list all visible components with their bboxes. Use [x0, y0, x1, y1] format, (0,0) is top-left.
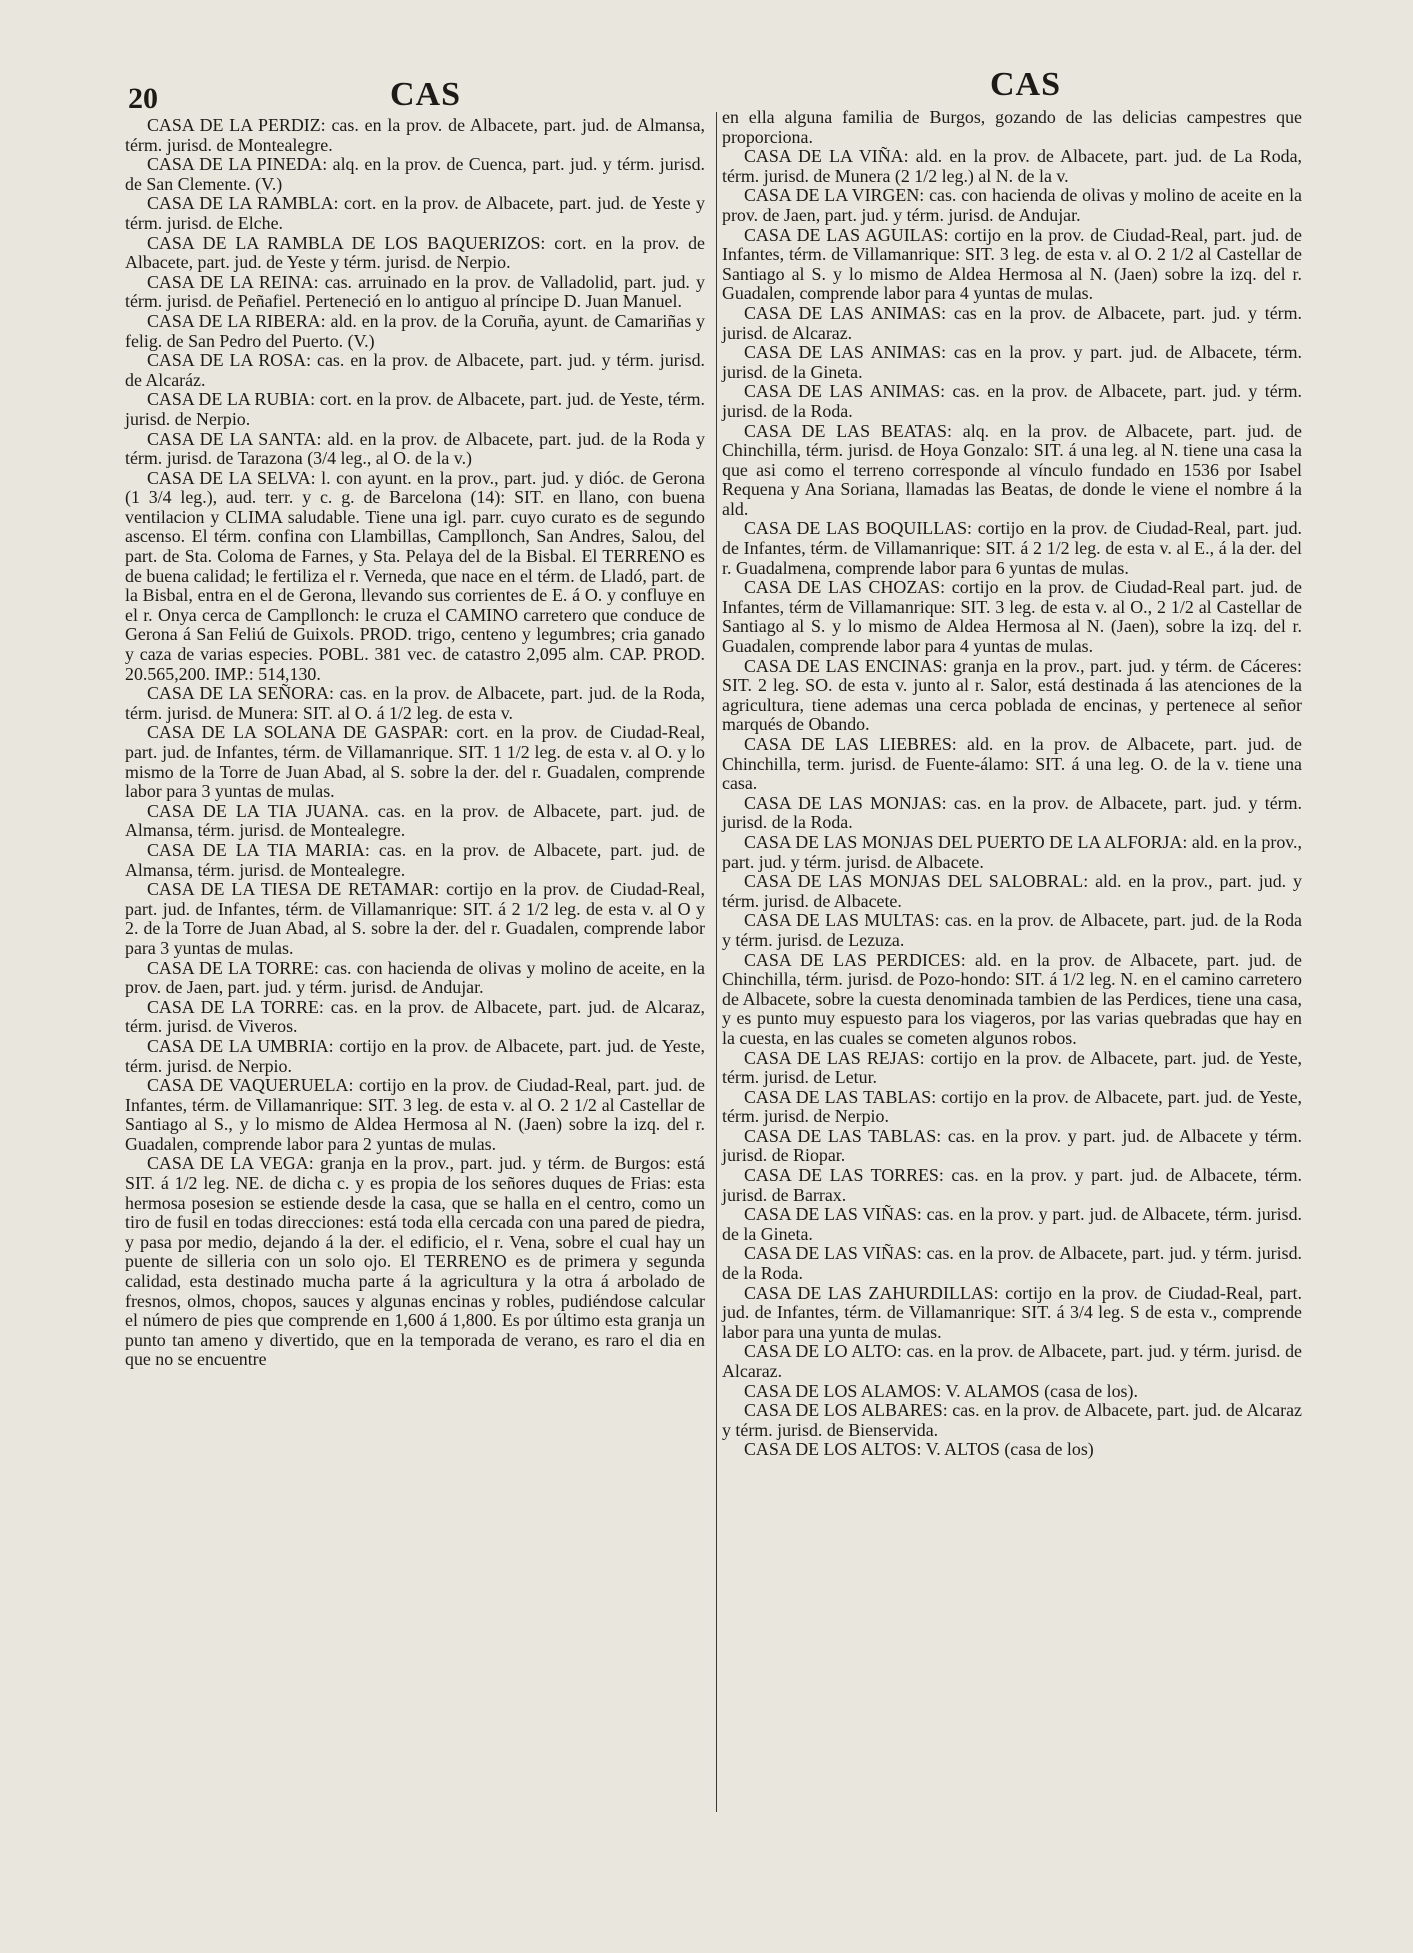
entry: CASA DE LAS VIÑAS: cas. en la prov. y part. jud. de Albacete, térm. jurisd. de la Gineta.	[722, 1204, 1302, 1244]
entry: CASA DE LA RAMBLA DE LOS BAQUERIZOS: cort. en la prov. de Albacete, part. jud. de Yeste y térm. jurisd. de Nerpio.	[125, 232, 705, 273]
entry: CASA DE LA RUBIA: cort. en la prov. de Albacete, part. jud. de Yeste, térm. jurisd. de Nerpio.	[125, 389, 705, 429]
entry: CASA DE LAS MONJAS DEL SALOBRAL: ald. en la prov., part. jud. y térm. jurisd. de Albacete.	[722, 871, 1302, 911]
entry: CASA DE LAS VIÑAS: cas. en la prov. de Albacete, part. jud. y térm. jurisd. de la Roda.	[722, 1243, 1302, 1284]
entry: CASA DE LOS ALBARES: cas. en la prov. de Albacete, part. jud. de Alcaraz y térm. jurisd. de Bienservida.	[722, 1400, 1302, 1440]
entry: CASA DE LAS ENCINAS: granja en la prov., part. jud. y térm. de Cáceres: SIT. 2 leg. SO. de esta v. junto al r. Salor, está destinada á las atenciones de la agricultura, tiene ademas una cerca poblada de encinas, y pertenece al señor marqués de Obando.	[722, 655, 1302, 735]
entry: CASA DE LAS ZAHURDILLAS: cortijo en la prov. de Ciudad-Real, part. jud. de Infantes, térm. de Villamanrique: SIT. á 3/4 leg. S de esta v., comprende labor para una yunta de mulas.	[722, 1282, 1302, 1342]
entry: CASA DE LAS TABLAS: cas. en la prov. y part. jud. de Albacete y térm. jurisd. de Riopar.	[722, 1125, 1302, 1166]
page-number: 20	[128, 82, 158, 115]
entry: CASA DE LA VEGA: granja en la prov., part. jud. y térm. de Burgos: está SIT. á 1/2 leg. NE. de dicha c. y es propia de los señores duques de Frias: esta hermosa posesion se estiende desde la casa, que se halla en el centro, como un tiro de fusil en todas direcciones: está toda ella cercada con una pared de piedra, y pasa por medio, dejando á la der. el edificio, el r. Vena, sobre el cual hay un puente de silleria con un solo ojo. El TERRENO es de primera y segunda calidad, esta destinado mucha parte á la agricultura y la otra á arbolado de fresnos, olmos, chopos, sauces y algunas encinas y robles, pudiéndose calcular el número de pies que comprende en 1,600 á 1,800. Es por último esta granja un punto tan ameno y divertido, que en la temporada de verano, es raro el dia en que no se encuentre	[125, 1153, 705, 1370]
entry: CASA DE LA SEÑORA: cas. en la prov. de Albacete, part. jud. de la Roda, térm. jurisd. de Munera: SIT. al O. á 1/2 leg. de esta v.	[125, 683, 705, 723]
entry: CASA DE LA TIA MARIA: cas. en la prov. de Albacete, part. jud. de Almansa, térm. jurisd. de Montealegre.	[125, 839, 705, 880]
left-column-heading: CAS	[390, 76, 462, 113]
entry: CASA DE LAS TABLAS: cortijo en la prov. de Albacete, part. jud. de Yeste, térm. jurisd. de Nerpio.	[722, 1086, 1302, 1127]
entry: CASA DE LA SELVA: l. con ayunt. en la prov., part. jud. y dióc. de Gerona (1 3/4 leg.), aud. terr. y c. g. de Barcelona (14): SIT. en llano, con buena ventilacion y CLIMA saludable. Tiene una igl. parr. cuyo curato es de segundo ascenso. El térm. confina con Llambillas, Campllonch, San Andres, Salou, del part. de Sta. Coloma de Farnes, y Sta. Pelaya del de la Bisbal. El TERRENO es de buena calidad; le fertiliza el r. Verneda, que nace en el térm. de Lladó, part. de la Bisbal, entra en el de Gerona, llevando sus corrientes de E. á O. y confluye en el r. Onya cerca de Campllonch: le cruza el CAMINO carretero que conduce de Gerona á San Feliú de Guixols. PROD. trigo, centeno y legumbres; cria ganado y caza de varias especies. POBL. 381 vec. de catastro 2,095 alm. CAP. PROD. 20.565,200. IMP.: 514,130.	[125, 467, 705, 684]
entry: CASA DE LAS ANIMAS: cas en la prov. y part. jud. de Albacete, térm. jurisd. de la Gineta.	[722, 342, 1302, 382]
column-divider	[716, 112, 717, 1812]
entry: CASA DE LA RAMBLA: cort. en la prov. de Albacete, part. jud. de Yeste y térm. jurisd. de Elche.	[125, 193, 705, 233]
entry: CASA DE LA VIRGEN: cas. con hacienda de olivas y molino de aceite en la prov. de Jaen, part. jud. y térm. jurisd. de Andujar.	[722, 185, 1302, 225]
entry: CASA DE LAS MONJAS DEL PUERTO DE LA ALFORJA: ald. en la prov., part. jud. y térm. jurisd. de Albacete.	[722, 831, 1302, 872]
entry: CASA DE LA TORRE: cas. en la prov. de Albacete, part. jud. de Alcaraz, térm. jurisd. de Viveros.	[125, 996, 705, 1037]
entry: CASA DE LAS MULTAS: cas. en la prov. de Albacete, part. jud. de la Roda y térm. jurisd. de Lezuza.	[722, 910, 1302, 950]
entry: CASA DE VAQUERUELA: cortijo en la prov. de Ciudad-Real, part. jud. de Infantes, térm. de Villamanrique: SIT. 3 leg. de esta v. al O. 2 1/2 al Castellar de Santiago al S., y lo mismo de Aldea Hermosa al N. (Jaen) sobre la izq. del r. Guadalen, comprende labor para 2 yuntas de mulas.	[125, 1075, 705, 1154]
entry: CASA DE LOS ALTOS: V. ALTOS (casa de los)	[744, 1439, 1094, 1460]
entry: CASA DE LAS BEATAS: alq. en la prov. de Albacete, part. jud. de Chinchilla, térm. jurisd. de Hoya Gonzalo: SIT. á una leg. al N. tiene una casa la que asi como el terreno corresponde al vínculo fundado en 1536 por Isabel Requena y Ana Soriana, llamadas las Beatas, de donde le viene el nombre á la ald.	[722, 420, 1302, 519]
entry: CASA DE LOS ALAMOS: V. ALAMOS (casa de los).	[744, 1380, 1138, 1401]
entry: CASA DE LA TORRE: cas. con hacienda de olivas y molino de aceite, en la prov. de Jaen, part. jud. y térm. jurisd. de Andujar.	[125, 957, 705, 998]
entry: CASA DE LA TIESA DE RETAMAR: cortijo en la prov. de Ciudad-Real, part. jud. de Infantes, térm. de Villamanrique: SIT. á 2 1/2 leg. de esta v. al O y 2. de la Torre de Juan Abad, al S. sobre la der. del r. Guadalen, comprende labor para 3 yuntas de mulas.	[125, 879, 705, 958]
entry: CASA DE LA TIA JUANA. cas. en la prov. de Albacete, part. jud. de Almansa, térm. jurisd. de Montealegre.	[125, 800, 705, 841]
entry: CASA DE LO ALTO: cas. en la prov. de Albacete, part. jud. y térm. jurisd. de Alcaraz.	[722, 1341, 1302, 1381]
entry: CASA DE LA SANTA: ald. en la prov. de Albacete, part. jud. de la Roda y térm. jurisd. de Tarazona (3/4 leg., al O. de la v.)	[125, 428, 705, 469]
entry: CASA DE LAS LIEBRES: ald. en la prov. de Albacete, part. jud. de Chinchilla, term. jurisd. de Fuente-álamo: SIT. á una leg. O. de la v. tiene una casa.	[722, 734, 1302, 794]
entry: CASA DE LA SOLANA DE GASPAR: cort. en la prov. de Ciudad-Real, part. jud. de Infantes, térm. de Villamanrique. SIT. 1 1/2 leg. de esta v. al O. y lo mismo de la Torre de Juan Abad, al S. sobre la der. del r. Guadalen, comprende labor para 3 yuntas de mulas.	[125, 722, 705, 802]
entry: CASA DE LA ROSA: cas. en la prov. de Albacete, part. jud. y térm. jurisd. de Alcaráz.	[125, 350, 705, 390]
right-column	[722, 108, 1302, 1460]
entry: CASA DE LA PINEDA: alq. en la prov. de Cuenca, part. jud. y térm. jurisd. de San Clemente. (V.)	[125, 154, 705, 194]
running-head	[0, 62, 1413, 115]
right-column-heading: CAS	[990, 66, 1062, 103]
entry: CASA DE LAS CHOZAS: cortijo en la prov. de Ciudad-Real part. jud. de Infantes, térm de Villamanrique: SIT. 3 leg. de esta v. al O., 2 1/2 al Castellar de Santiago al S. y lo mismo de Aldea Hermosa al N. (Jaen), sobre la izq. del r. Guadalen, comprende labor para 4 yuntas de mulas.	[722, 577, 1302, 657]
entry: CASA DE LA RIBERA: ald. en la prov. de la Coruña, ayunt. de Camariñas y felig. de San Pedro del Puerto. (V.)	[125, 310, 705, 351]
entry: CASA DE LAS REJAS: cortijo en la prov. de Albacete, part. jud. de Yeste, térm. jurisd. de Letur.	[722, 1047, 1302, 1088]
entry: CASA DE LA UMBRIA: cortijo en la prov. de Albacete, part. jud. de Yeste, térm. jurisd. de Nerpio.	[125, 1035, 705, 1076]
left-column	[125, 116, 705, 1370]
entry: CASA DE LAS AGUILAS: cortijo en la prov. de Ciudad-Real, part. jud. de Infantes, térm. de Villamanrique: SIT. 3 leg. de esta v. al O. 2 1/2 al Castellar de Santiago al S. y lo mismo de Aldea Hermosa al N. (Jaen) sobre la izq. del r. Guadalen, comprende labor para 4 yuntas de mulas.	[722, 224, 1302, 304]
entry: CASA DE LAS TORRES: cas. en la prov. y part. jud. de Albacete, térm. jurisd. de Barrax.	[722, 1165, 1302, 1205]
entry: CASA DE LA VIÑA: ald. en la prov. de Albacete, part. jud. de La Roda, térm. jurisd. de Munera (2 1/2 leg.) al N. de la v.	[722, 146, 1302, 186]
entry: CASA DE LAS BOQUILLAS: cortijo en la prov. de Ciudad-Real, part. jud. de Infantes, térm. de Villamanrique: SIT. á 2 1/2 leg. de esta v. al E., á la der. del r. Guadalmena, comprende labor para 6 yuntas de mulas.	[722, 518, 1302, 578]
entry-continuation: en ella alguna familia de Burgos, gozando de las delicias campestres que proporciona.	[722, 107, 1302, 147]
entry: CASA DE LAS ANIMAS: cas. en la prov. de Albacete, part. jud. y térm. jurisd. de la Roda.	[722, 381, 1302, 421]
entry: CASA DE LAS MONJAS: cas. en la prov. de Albacete, part. jud. y térm. jurisd. de la Roda.	[722, 792, 1302, 833]
entry: CASA DE LAS PERDICES: ald. en la prov. de Albacete, part. jud. de Chinchilla, térm. jurisd. de Pozo-hondo: SIT. á 1/2 leg. N. en el camino carretero de Albacete, sobre la cuesta denominada tambien de las Perdices, tiene una casa, y es punto muy espuesto para los viageros, por las varias quebradas que hay en la cuesta, en las cuales se cometen algunos robos.	[722, 949, 1302, 1048]
entry: CASA DE LAS ANIMAS: cas en la prov. de Albacete, part. jud. y térm. jurisd. de Alcaraz.	[722, 302, 1302, 343]
entry: CASA DE LA REINA: cas. arruinado en la prov. de Valladolid, part. jud. y térm. jurisd. de Peñafiel. Perteneció en lo antiguo al príncipe D. Juan Manuel.	[125, 271, 705, 312]
entry: CASA DE LA PERDIZ: cas. en la prov. de Albacete, part. jud. de Almansa, térm. jurisd. de Montealegre.	[125, 115, 705, 155]
